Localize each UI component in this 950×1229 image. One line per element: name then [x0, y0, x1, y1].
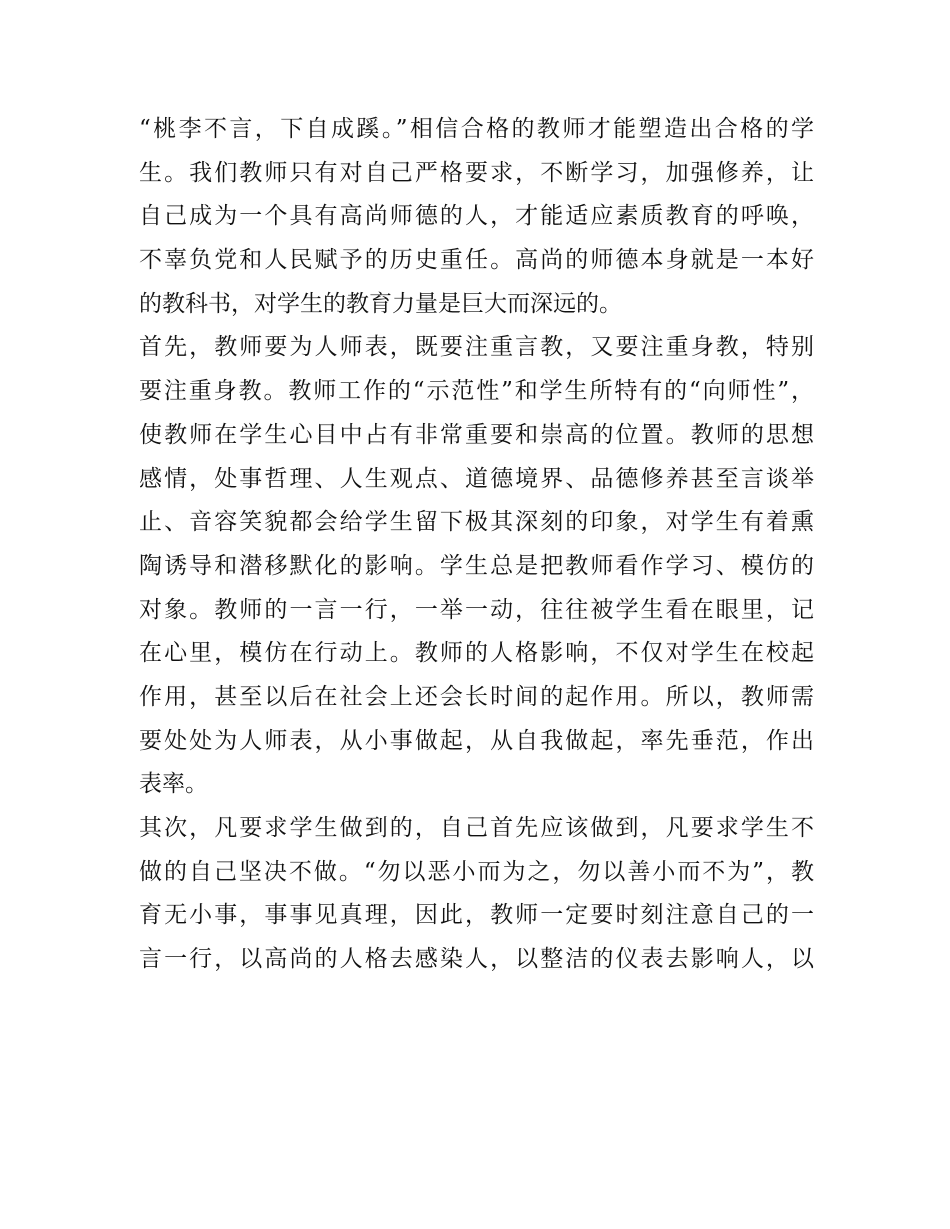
text-line: 表率。 — [139, 771, 208, 798]
text-line: 不辜负党和人民赋予的历史重任。高尚的师德本身就是一本好 — [139, 247, 814, 274]
text-line: 做的自己坚决不做。“勿以恶小而为之，勿以善小而不为”，教 — [139, 858, 814, 885]
text-line: 使教师在学生心目中占有非常重要和崇高的位置。教师的思想 — [139, 421, 814, 448]
text-line: 首先，教师要为人师表，既要注重言教，又要注重身教，特别 — [139, 334, 814, 361]
text-line: 感情，处事哲理、人生观点、道德境界、品德修养甚至言谈举 — [139, 465, 814, 492]
text-line: 要注重身教。教师工作的“示范性”和学生所特有的“向师性”， — [139, 378, 814, 405]
text-line: 在心里，模仿在行动上。教师的人格影响，不仅对学生在校起 — [139, 640, 814, 667]
text-line: 止、音容笑貌都会给学生留下极其深刻的印象，对学生有着熏 — [139, 509, 814, 536]
text-line: “桃李不言，下自成蹊。”相信合格的教师才能塑造出合格的学 — [139, 116, 814, 142]
text-line: 对象。教师的一言一行，一举一动，往往被学生看在眼里，记 — [139, 596, 814, 623]
text-line: 其次，凡要求学生做到的，自己首先应该做到，凡要求学生不 — [139, 815, 814, 841]
document-body — [139, 108, 814, 982]
text-line: 的教科书，对学生的教育力量是巨大而深远的。 — [139, 290, 622, 317]
text-line: 要处处为人师表，从小事做起，从自我做起，率先垂范，作出 — [139, 727, 814, 754]
text-line: 自己成为一个具有高尚师德的人，才能适应素质教育的呼唤， — [139, 203, 814, 230]
text-line: 生。我们教师只有对自己严格要求，不断学习，加强修养，让 — [139, 159, 814, 186]
text-line: 育无小事，事事见真理，因此，教师一定要时刻注意自己的一 — [139, 902, 814, 929]
text-line: 作用，甚至以后在社会上还会长时间的起作用。所以，教师需 — [139, 683, 814, 710]
text-line: 言一行，以高尚的人格去感染人，以整洁的仪表去影响人，以 — [139, 946, 814, 973]
text-line: 陶诱导和潜移默化的影响。学生总是把教师看作学习、模仿的 — [139, 552, 814, 579]
